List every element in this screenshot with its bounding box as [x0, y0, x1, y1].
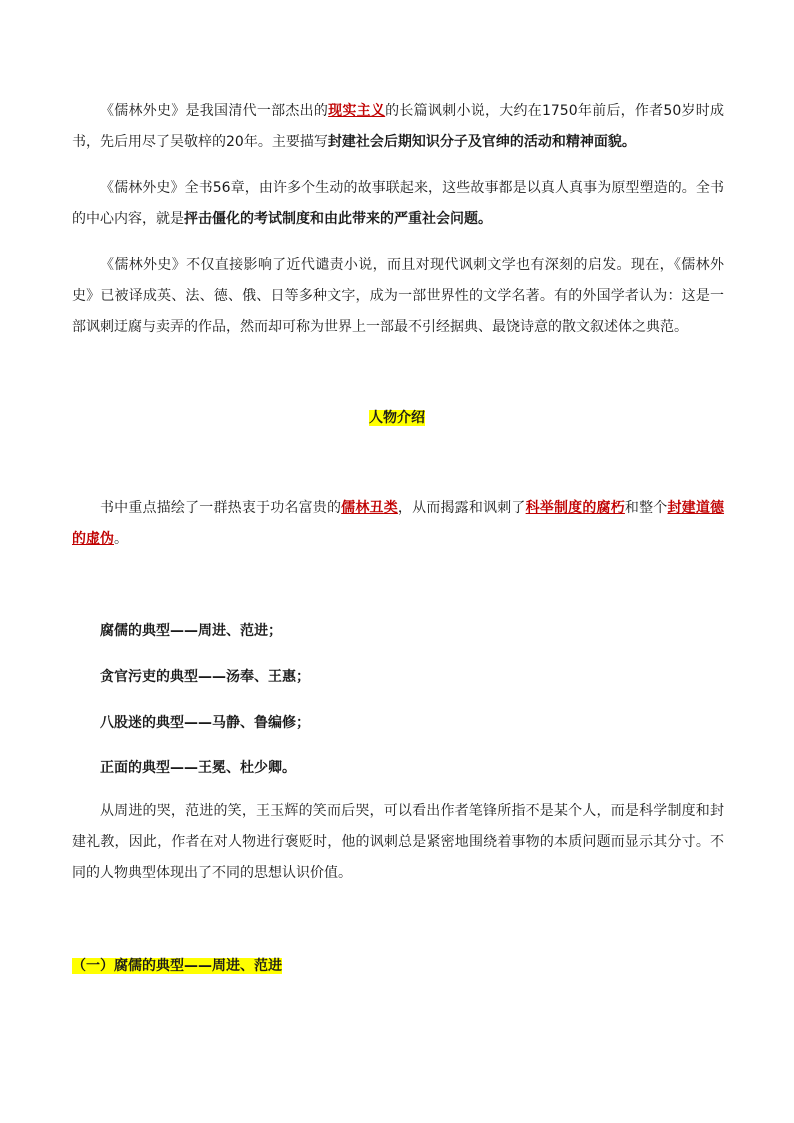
summary-text-g: 。	[114, 531, 128, 547]
type-line-3: 八股迷的典型——马静、鲁编修；	[100, 715, 310, 731]
intro-paragraph-2	[72, 173, 724, 235]
characters-heading-text: 人物介绍	[369, 410, 425, 426]
summary-emphasis-3: 封建道德的虚伪	[72, 500, 725, 547]
realism-emphasis: 现实主义	[328, 103, 386, 119]
summary-text-c: ，从而揭露和讽刺了	[397, 500, 526, 516]
characters-summary	[72, 493, 724, 555]
summary-text-e: 和整个	[624, 500, 668, 516]
summary-emphasis-2: 科举制度的腐朽	[525, 500, 625, 516]
characters-heading	[0, 405, 794, 431]
type-line-2: 贪官污吏的典型——汤奉、王惠；	[100, 669, 310, 685]
intro-p1-text-c: 的长篇讽刺小说，大约在1750年前后，作者50岁时成书，先后用尽了吴敬梓的20年。主要描写	[72, 103, 725, 150]
intro-p2-text-a: 《儒林外史》全书56章，由许多个生动的故事联起来，这些故事都是以真人真事为原型塑造的。全书的中心内容，就是	[72, 180, 724, 227]
type-line-1: 腐儒的典型——周进、范进；	[100, 623, 282, 639]
section-1-heading-text: （一）腐儒的典型——周进、范进	[72, 958, 282, 974]
intro-paragraph-1	[72, 96, 724, 158]
intro-p1-text-a: 《儒林外史》是我国清代一部杰出的	[100, 103, 329, 119]
characters-analysis: 从周进的哭，范进的笑，王玉辉的笑而后哭，可以看出作者笔锋所指不是某个人，而是科学制度和封建礼教，因此，作者在对人物进行褒贬时，他的讽刺总是紧密地围绕着事物的本质问题而显示其分寸。不同的人物典型体现出了不同的思想认识价值。	[72, 803, 724, 881]
intro-paragraph-3: 《儒林外史》不仅直接影响了近代谴责小说，而且对现代讽刺文学也有深刻的启发。现在，《儒林外史》已被译成英、法、德、俄、日等多种文字，成为一部世界性的文学名著。有的外国学者认为：这是一部讽刺迂腐与卖弄的作品，然而却可称为世界上一部最不引经据典、最饶诗意的散文叙述体之典范。	[72, 257, 724, 335]
intro-p2-bold: 抨击僵化的考试制度和由此带来的严重社会问题。	[184, 211, 492, 227]
summary-text-a: 书中重点描绘了一群热衷于功名富贵的	[100, 500, 342, 516]
intro-p1-bold: 封建社会后期知识分子及官绅的活动和精神面貌。	[327, 134, 636, 150]
section-1-heading	[72, 953, 282, 979]
summary-emphasis-1: 儒林丑类	[341, 500, 398, 516]
type-line-4: 正面的典型——王冕、杜少卿。	[100, 760, 296, 776]
